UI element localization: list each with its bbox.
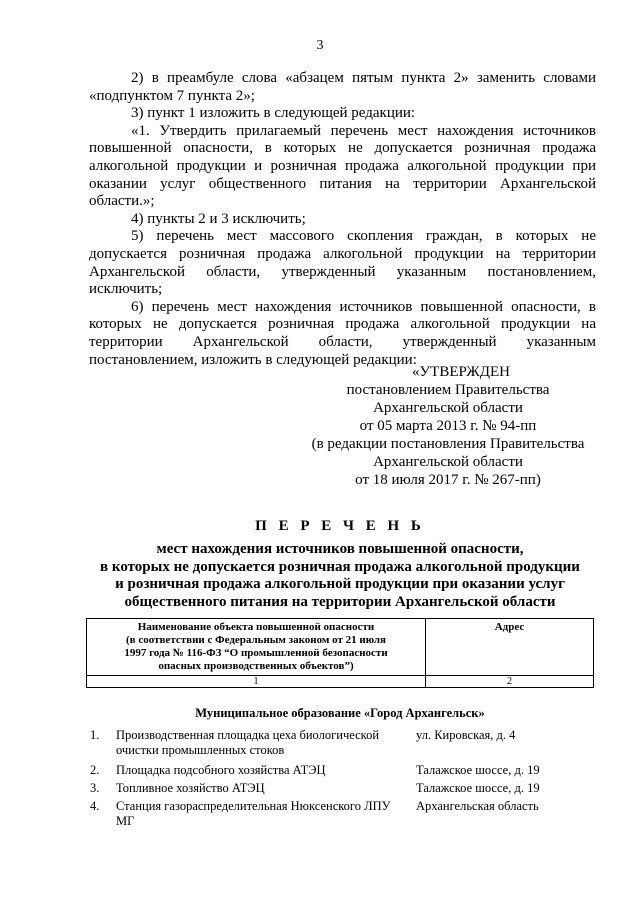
item-address: Архангельская область: [416, 799, 539, 813]
column-number: 1: [87, 676, 426, 688]
item-number: 4.: [90, 799, 100, 813]
list-item: [86, 763, 594, 781]
list-title-line: и розничная продажа алкогольной продукции при оказании услуг: [115, 576, 565, 593]
page-number: 3: [316, 38, 324, 53]
column-number: 2: [426, 676, 594, 688]
list-item: [86, 728, 594, 763]
item-number: 2.: [90, 763, 100, 777]
approval-line: Архангельской области: [373, 454, 523, 470]
approval-line: постановлением Правительства: [346, 382, 550, 398]
table-number-row: [87, 676, 594, 688]
approval-line: от 05 марта 2013 г. № 94-пп: [359, 418, 537, 434]
item-address: ул. Кировская, д. 4: [416, 728, 516, 742]
amendment-paragraphs: [89, 70, 596, 369]
approval-block: [300, 363, 596, 489]
item-number: 3.: [90, 781, 100, 795]
municipality-heading: Муниципальное образование «Город Архангельск»: [195, 706, 485, 720]
column-header-address: Адрес: [426, 619, 594, 676]
list-item: [86, 781, 594, 799]
objects-list: [86, 728, 594, 833]
item-name: Станция газораспределительная Нюксенского ЛПУ МГ: [116, 799, 391, 828]
item-number: 1.: [90, 728, 100, 742]
paragraph-6: 6) перечень мест нахождения источников повышенной опасности, в которых не допускается розничная продажа алкогольной продукции на территории Архангельской области, утвержденный указанным постановлением, изложить в следующей редакции:: [89, 298, 596, 368]
approval-line: от 18 июля 2017 г. № 267-пп): [355, 472, 541, 488]
column-header-name: Наименование объекта повышенной опасности (в соответствии с Федеральным законом от 21 июля 1997 года № 116-ФЗ “О промышленной безопасности опасных производственных объектов”): [87, 619, 426, 676]
table-header-row: [87, 619, 594, 676]
approval-line: «УТВЕРЖДЕН: [412, 364, 510, 380]
paragraph-2: 2) в преамбуле слова «абзацем пятым пункта 2» заменить словами «подпунктом 7 пункта 2»;: [89, 70, 596, 104]
item-address: Талажское шоссе, д. 19: [416, 781, 540, 795]
paragraph-4: 4) пункты 2 и 3 исключить;: [131, 210, 306, 227]
paragraph-3: 3) пункт 1 изложить в следующей редакции:: [131, 105, 416, 122]
list-item: [86, 799, 594, 833]
list-heading: П Е Р Е Ч Е Н Ь: [255, 518, 425, 534]
item-name: Площадка подсобного хозяйства АТЭЦ: [116, 763, 326, 777]
list-title-line: общественного питания на территории Архангельской области: [124, 593, 556, 610]
paragraph-3-quote: «1. Утвердить прилагаемый перечень мест нахождения источников повышенной опасности, в которых не допускается розничная продажа алкогольной продукции и розничная продажа алкогольной продукции при оказании услуг общественного питания на территории Архангельской области.»;: [89, 122, 596, 210]
approval-line: (в редакции постановления Правительства: [311, 436, 585, 452]
list-title-line: мест нахождения источников повышенной опасности,: [156, 541, 524, 558]
objects-table: [86, 618, 594, 688]
item-name: Топливное хозяйство АТЭЦ: [116, 781, 265, 795]
approval-line: Архангельской области: [373, 400, 523, 416]
item-address: Талажское шоссе, д. 19: [416, 763, 540, 777]
item-name: Производственная площадка цеха биологической очистки промышленных стоков: [116, 728, 380, 757]
paragraph-5: 5) перечень мест массового скопления граждан, в которых не допускается розничная продажа алкогольной продукции на территории Архангельской области, утвержденный указанным постановлением, исключить;: [89, 228, 596, 298]
list-title-line: в которых не допускается розничная продажа алкогольной продукции: [100, 558, 580, 575]
list-title: [60, 518, 620, 611]
